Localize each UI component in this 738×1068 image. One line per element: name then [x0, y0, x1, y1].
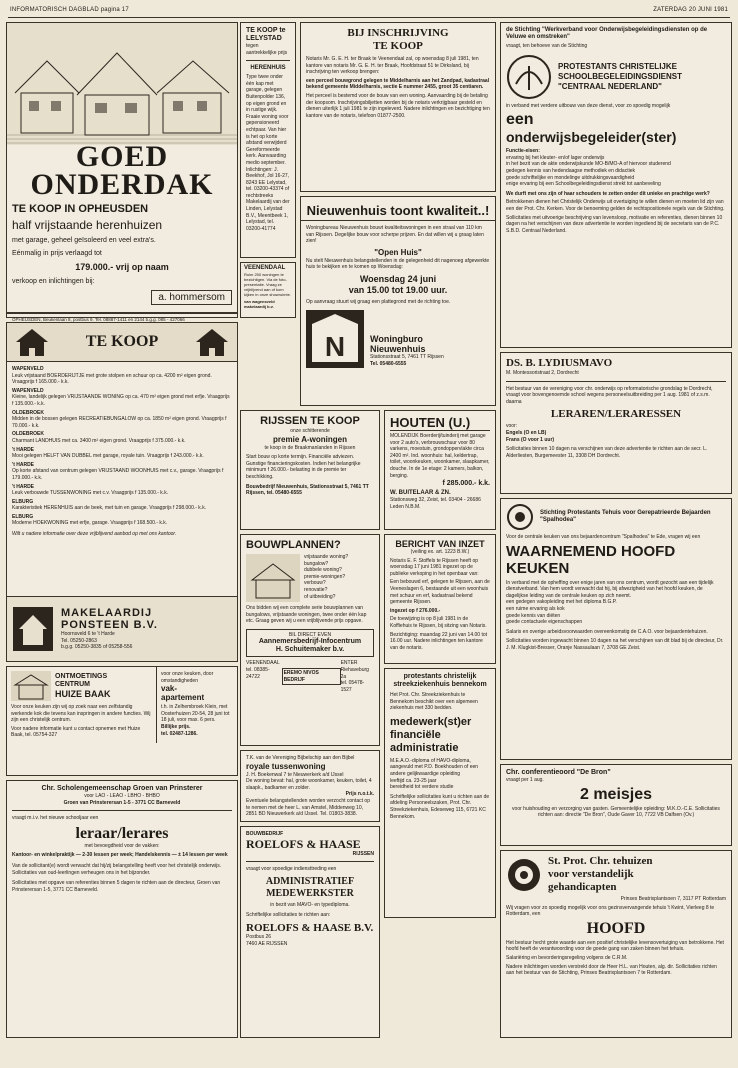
royale-ad	[240, 750, 380, 822]
school-job: leraar/lerares	[75, 824, 169, 842]
bij-title-1: BIJ INSCHRIJVING	[347, 27, 449, 39]
listing-text: Kleine, landelijk gelegen VRIJSTAANDE WONING op ca. 470 m² eigen grond met erfje. Vraagprijs f 135.000.- k.k.	[12, 394, 230, 407]
rijssen-line2: premie A-woningen	[273, 434, 347, 444]
page-header	[0, 0, 738, 20]
stichting-question: We durft met ons zijn of haar schouders te zetten onder dit unieke en prachtige werk?	[506, 190, 710, 197]
spalhodea-salary: Salaris en overige arbeidsvoorwaarden overeenkomstig de C.A.O. voor bejaardentehuizen.	[506, 628, 708, 635]
veenendaal-agent: van wagensveld makelaardij b.v.	[244, 299, 275, 309]
bennekom-req-0: M.E.A.O.-diploma of HAVO-diploma, aangevuld met P.D. Boekhouden of een andere gelijkwaardige opleiding	[390, 757, 479, 777]
listing	[12, 431, 232, 444]
stprot-title-2: voor verstandelijk	[548, 868, 634, 880]
listing	[12, 447, 232, 460]
stprot-addr: Prinses Beatrixplantsoen 7, 3117 PT Rotterdam	[620, 896, 726, 902]
bouwplannen-tel2: tel. 05478-1527	[340, 680, 365, 693]
lelystad-heading: HERENHUIS	[250, 65, 286, 72]
stichting-org-3: "CENTRAAL NEDERLAND"	[558, 81, 662, 91]
rijssen-ad	[240, 410, 380, 530]
ponsteen-tel2: b.g.g. 05250-3835 of 05258-556	[61, 644, 133, 651]
roelofs-apply: Schriftelijke sollicitaties te richten aan:	[246, 912, 331, 919]
conference-title: Chr. conferentieoord "De Bron"	[506, 769, 611, 776]
listing-text: Moderne HOEKWONING met erfje, garage. Vraagprijs f 168.500.- k.k.	[12, 520, 168, 527]
te-koop-ad	[6, 322, 238, 662]
stichting-body: Betrokkenen dienen het Christelijk Onderwijs uit overtuiging te willen dienen en moeten lid zijn van een der Prot. Chr. Kerken. Voor de benoeming gelden de rechtspositionele regels van de Stichting.	[506, 199, 725, 212]
inzet-lot: Een bebouwd erf, gelegen te Rijssen, aan de Veeneslagen 6, bestaande uit een woonhuis met schuur en erf, kadastraal bekend gemeente Rijssen.	[390, 579, 490, 606]
inzet-title: BERICHT VAN INZET	[395, 539, 485, 549]
bouwplannen-q6: renovatie?	[304, 586, 328, 593]
roelofs-name: ROELOFS & HAASE	[246, 836, 361, 851]
royale-body: De woning bevat: hal, grote woonkamer, keuken, toilet, 4 slaapk., badkamer en zolder.	[246, 778, 372, 791]
spalhodea-job-2: KEUKEN	[506, 559, 570, 577]
roelofs-sub: in bezit van MAVO- en typediploma.	[270, 901, 350, 908]
bij-inschrijving-ad	[300, 22, 496, 192]
bouwplannen-city: VEENENDAAL	[246, 660, 280, 667]
bouwplannen-q4: premie-woningen?	[304, 573, 346, 580]
listing-place: ELBURG	[12, 498, 34, 505]
nieuwenhuis-company-1: Woningburo	[370, 334, 423, 345]
bennekom-req-2: bereidheid tot verdere studie	[390, 784, 454, 791]
goed-title-1: GOED	[75, 140, 169, 173]
roelofs-city: RIJSSEN	[352, 850, 374, 857]
lydius-ad	[500, 352, 732, 494]
spalhodea-ad	[500, 498, 732, 760]
huize-title-2: CENTRUM	[55, 681, 90, 688]
school-sub3: met bevoegdheid voor de vakken:	[84, 842, 160, 849]
listing-text: Op korte afstand van centrum gelegen VRIJSTAAND WOONHUIS met c.v., garage. Vraagprijs f 179.000.- k.k.	[12, 468, 224, 481]
te-koop-title: TE KOOP	[85, 333, 159, 350]
bennekom-req-1: leeftijd ca. 23-25 jaar	[390, 777, 437, 784]
stprot-salary: Salariëring en bevorderingsregeling volgens de C.R.M.	[506, 954, 628, 961]
ponsteen-logo	[13, 607, 53, 651]
ponsteen-name-2: PONSTEEN B.V.	[61, 619, 158, 632]
school-title: Chr. Scholengemeenschap Groen van Prinsterer	[41, 785, 203, 792]
spalhodea-req-2: goede kennis van diëten	[506, 612, 561, 619]
huize-apply: Voor nadere informatie kunt u contact opnemen met Huize Baak, tel. 05754-327	[11, 725, 141, 739]
rijssen-title: RIJSSEN TE KOOP	[260, 415, 360, 427]
school-intro: vraagt m.i.v. het nieuwe schooljaar een	[12, 815, 99, 822]
bennekom-job-2: financiële	[390, 728, 441, 741]
bouwplannen-title: BOUWPLANNEN?	[246, 539, 341, 551]
bij-details: Het perceel is bestemd voor de bouw van een woning. Aanvaarding bij de betaling der koopsom. Inschrijvingsbiljetten worden bij de notaris verkrijgbaar gesteld en dienen uiterlijk 1 juli 1981 te zijn ingeleverd. Nadere inlichtingen en bezichtiging ten kantore van de notaris, telefoon 01877-2500.	[306, 92, 490, 119]
nieuwenhuis-logo	[306, 310, 364, 368]
school-ad	[6, 780, 238, 1038]
bouwplannen-tel: tel. 08385-24722	[246, 666, 270, 680]
lydius-sub1: Engels (O en LB)	[506, 429, 547, 436]
lelystad-title: TE KOOP te LELYSTAD	[246, 27, 286, 42]
stichting-logo	[506, 54, 552, 100]
ponsteen-tel: Tel. 05250-2863	[61, 637, 97, 644]
lydius-info: Sollicitaties binnen 10 dagen na verschijnen van deze advertentie te richten aan de secr. L. Alderliesten, Burgemeester 11, 3308 DH Dordrecht.	[506, 446, 708, 459]
huize-body: Voor onze keuken zijn wij op zoek naar een zelfstandig werkende kok die tevens kan inspringen in andere functies. Wij zijn een christelijk centrum.	[11, 704, 151, 724]
bij-notary: Notaris Mr. G. E. H. ter Braak te Veenendaal zal, op woensdag 8 juli 1981, ten kantore van notaris Mr. G. E. H. ter Braak, Hoofdstraat 51 te Dirksland, bij inschrijving ten verkoop brengen:	[306, 56, 479, 76]
inzet-body: Notaris E. F. Stoffels te Rijssen heeft op woensdag 17 juni 1981 ingezet op de publieke verkoping in het openbaar van:	[390, 557, 479, 577]
bouwplannen-q2: bungalow?	[304, 560, 329, 567]
stichting-een: een	[506, 111, 534, 129]
bouwplannen-city2: Riehaveburg 2a	[340, 666, 369, 680]
huize-box1-1: voor onze keuken, door omstandigheden	[161, 671, 214, 684]
listing-place: ELBURG	[12, 513, 34, 520]
listing-place: OLDEBROEK	[12, 409, 44, 416]
stichting-req-4: enige ervaring bij een Schoolbegeleidingsdienst strekt tot aanbeveling	[506, 181, 661, 188]
houten-price: f 285.000.- k.k.	[442, 480, 490, 488]
nieuwenhuis-intro: Woningbureau Nieuwenhuis bouwt kwaliteitswoningen in een straal van 110 km van Rijssen. Degelijke bouw voor scherpe prijzen. En dat willen wij u graag laten zien!	[306, 225, 484, 245]
huize-box2-tel: tel. 02487-1286.	[161, 730, 198, 737]
spalhodea-body: Voor de centrale keuken van ons bejaardencentrum "Spalhodea" te Ede, vragen wij een	[506, 534, 701, 540]
bouwplannen-ad	[240, 534, 380, 746]
bouwplannen-q3: dubbele woning?	[304, 567, 342, 574]
nieuwenhuis-open: "Open Huis"	[374, 247, 422, 257]
listing-place: WAPENVELD	[12, 387, 44, 394]
lelystad-body: Type twee onder één kap met garage, gelegen Buitenpolder 136, op eigen grond en in rustige wijk. Fraaie woning voor gepensioneerd echtpaar. Van hier is het op korte afstand verwijderd Gereformeerde kerk. Aanvaarding medio september. Inlichtingen: J. Beekhof, Jol 16-27, 8243 EE Lelystad, tel. 03200-43374 of rechtstreeks Makelaardij van der Linden, Lelystad B.V., Meentbeek 1, Lelystad, tel. 03200-41774	[246, 74, 290, 232]
ponsteen-address: Hoornsveld 6 te 't Harde	[61, 631, 115, 638]
listing-text: Mooi gelegen HELFT VAN DUBBEL met garage, royale tuin. Vraagprijs f 243.000.- k.k.	[12, 453, 204, 460]
lydius-sub: M. Montessoristraat 2, Dordrecht	[506, 370, 579, 376]
roelofs-job: ADMINISTRATIEF MEDEWERKSTER	[265, 875, 355, 899]
bouwplannen-illustration	[246, 554, 300, 602]
veenendaal-ad	[240, 262, 296, 318]
stichting-org-1: PROTESTANTS CHRISTELIJKE	[558, 61, 677, 71]
nieuwenhuis-ad	[300, 196, 496, 406]
header-right: ZATERDAG 20 JUNI 1981	[653, 7, 728, 13]
houten-ad	[384, 410, 496, 530]
school-apply: Sollicitaties met opgave van referenties binnen 5 dagen te richten aan de directeur, Groen van Prinsterersan 1-5, 3771 CC Barneveld.	[12, 880, 221, 893]
nieuwenhuis-time: van 15.00 tot 19.00 uur.	[348, 284, 448, 295]
nieuwenhuis-phone: Tel. 05480-6555	[370, 360, 407, 367]
bouwplannen-company: BIL DIRECT EVEN	[288, 631, 332, 638]
nieuwenhuis-address: Stationsstraat 5, 7461 TT Rijssen	[370, 354, 444, 361]
houten-body: MOLENDIJK Boerderij/tuinderij met garage voor 2 auto's, verbrouwschuur voor 80 varkens, moestuin, grondoppervlakte circa 2400 m². Ind. woonhuis: hal, keldertrap, toilet, woonkeuken, woonkamer, slaapkamer, douche. In de 1e etage: 2 kamers, balkon, berging.	[390, 433, 490, 479]
roelofs-pobox: Postbus 26	[246, 933, 272, 940]
huize-box1-3: apartement	[161, 693, 205, 703]
ponsteen-name-1: MAKELAARDIJ	[61, 607, 153, 620]
bennekom-job-1: medewerk(st)er	[390, 715, 472, 728]
listing-text: Midden in de bossen gelegen RECREATIEBUNGALOW op ca. 1850 m² eigen grond. Vraagprijs f 70.000.- k.k.	[12, 416, 227, 429]
huize-title-1: ONTMOETINGS	[55, 673, 108, 680]
spalhodea-title: Stichting Protestants Tehuis voor Gerepatrieerde Bejaarden "Spalhodea"	[540, 510, 711, 523]
huize-baak-ad	[6, 666, 238, 776]
spalhodea-req-0: een gedegen vakopleiding met het diploma B.G.P.	[506, 599, 617, 606]
stprot-job: HOOFD	[586, 919, 646, 937]
nieuwenhuis-date: Woensdag 24 juni	[359, 273, 437, 284]
stichting-intro: in verband met verdere uitbouw van deze dienst, voor zo spoedig mogelijk	[506, 102, 671, 109]
stichting-req-2: gedegen kennis van hedendaagse methodiek en didactiek	[506, 167, 635, 174]
stichting-apply: Sollicitaties met uitvoerige beschrijving van levensloop, motivatie en referenties, dienen binnen 10 dagen na het verschijnen van deze advertentie te worden ingediend bij de secretaris van de P.C. S.B.D. Centraal Nederland.	[506, 214, 723, 234]
goed-footer: OPHEUSDEN, Beukenlaan 8, postbus 9. Tel. 08887-1411 en 2144 b.g.g. 085 - 427066	[12, 317, 185, 322]
school-items: Kantoor- en winkelpraktijk — 2-30 lessen per week; Handelskennis — ± 14 lessen per week	[12, 852, 228, 859]
stprot-body: Het bestuur hecht grote waarde aan een positief christelijke levensovertuiging van betrokkene. Het hoofd heeft de verantwoording voor de goede gang van zaken binnen het tehuis.	[506, 939, 724, 953]
listing-text: Charmant LANDHUIS met ca. 3400 m² eigen grond. Vraagprijs f 375.000.- k.k.	[12, 437, 186, 444]
roelofs-ad	[240, 826, 380, 1038]
stprot-logo	[506, 857, 542, 893]
spalhodea-desc: In verband met de opheffing over enige jaren van ons centrum, wordt gezocht aan een tijdelijk dienstverband. Van hem wordt verwacht dat hij, bij afwezigheid van het hoofd keuken, de dagelijkse leiding van de centrale keuken op zich neemt.	[506, 579, 714, 599]
stichting-functie: Functie-eisen:	[506, 148, 540, 155]
listing-place: 't HARDE	[12, 461, 35, 468]
houten-address: Stationsweg 32, Zeist, tel. 03404 - 26686	[390, 497, 481, 504]
huize-baak-illustration	[11, 671, 51, 701]
ponsteen-block	[7, 596, 237, 661]
rijssen-body: Start bouw op korte termijn. Financiële adviezen. Gunstige financieringskosten. Indien het belangrijke minimum f 26.000.- belasting in de premie ter beschikking.	[246, 454, 361, 480]
roelofs-name2: ROELOFS & HAASE B.V.	[246, 921, 374, 934]
listing-place: 't HARDE	[12, 446, 35, 453]
spalhodea-req-3: goede contactuele eigenschappen	[506, 619, 583, 626]
roelofs-head: BOUWBEDRIJF	[246, 831, 284, 837]
veenendaal-title: VEENENDAAL	[244, 265, 286, 271]
nieuwenhuis-note: Op aanvraag stuurt wij graag een plattegrond met de richting toe.	[306, 298, 451, 305]
houses-illustration	[7, 23, 237, 145]
lelystad-ad	[240, 22, 296, 258]
house-icon-right	[192, 326, 232, 358]
te-koop-list	[7, 362, 237, 542]
huize-box2-price: Billijke prijs.	[161, 723, 191, 730]
royale-addr: J. H. Boekenwal 7 te Nieuwerkerk a/d IJssel	[246, 771, 344, 778]
bennekom-title-1: protestants christelijk	[403, 673, 477, 680]
goed-line2: half vrijstaande herenhuizen	[12, 218, 163, 232]
rijssen-agent: Bouwbedrijf Nieuwenhuis, Stationsstraat 5, 7461 TT Rijssen, tel. 05480-6555	[246, 483, 369, 497]
nieuwenhuis-open-body: Nu stelt Nieuwenhuis belangstellenden in de gelegenheid dit nagenoeg afgewerkte huis te bekijken en te komen op Woensdag:	[306, 257, 490, 271]
nieuwenhuis-title: Nieuwenhuis toont kwaliteit..!	[301, 197, 495, 221]
conference-job: 2 meisjes	[579, 785, 653, 803]
goed-title-2: ONDERDAK	[30, 168, 214, 201]
lydius-job: LERAREN/LERARESSEN	[550, 408, 682, 421]
roelofs-intro: vraagt voor spoedige indiensttreding een	[246, 866, 337, 873]
conference-sub: vraagt per 1 aug.	[506, 777, 544, 783]
stichting-ad	[500, 22, 732, 348]
houten-agent: W. BUITELAAR & ZN.	[390, 490, 451, 497]
listing	[12, 388, 232, 408]
goed-price: 179.000.- vrij op naam	[75, 262, 169, 272]
bouwplannen-body: Ons bidden wij een complete serie bouwplannen van bungalows, vrijstaande woningen, twee onder één kap etc. Graag geven wij u een vrijblijvende prijs opgave.	[246, 605, 367, 625]
listing	[12, 514, 232, 527]
bennekom-title-2: streekziekenhuis bennekom	[393, 681, 487, 688]
lydius-subject: voor:	[506, 423, 518, 430]
listing	[12, 410, 232, 430]
goed-agent: a. hommersom	[151, 290, 232, 305]
listing-text: Karakteristiek HERENHUIS aan de beek, met tuin en garage. Vraagprijs f 298.000.- k.k.	[12, 505, 207, 512]
royale-price: Prijs n.o.t.k.	[345, 791, 374, 798]
stichting-sub: vraagt, ten behoeve van de Stichting	[506, 43, 588, 49]
royale-name: royale tussenwoning	[246, 761, 326, 771]
bouwplannen-code: ENTER	[340, 660, 358, 667]
inzet-sub: (veiling ex. art. 1223 B.W.)	[410, 549, 470, 555]
spalhodea-req-1: een ruime ervaring als kok	[506, 605, 565, 612]
lelystad-sub: tegen aantrekkelijke prijs	[246, 43, 288, 56]
bij-lot: een perceel bouwgrond gelegen te Middelharnis aan het Zandpad, kadastraal bekend gemeente Middelharnis, sectie E nummer 2455, groot 35 centiaren.	[306, 77, 490, 91]
huize-box2: t.h. in Zelhembroek Klein, met Oosterhuizen 20-54, 28 juni tot 18 juli, voor max. 6 pers.	[161, 704, 230, 724]
lydius-body: Het bestuur van de vereniging voor chr. onderwijs op reformatorische grondslag te Dordrecht, vraagt voor bovengenoemde school wegens personeelsuitbreiding per 1 aug. 1981 of z.s.m. daarna	[506, 385, 713, 405]
goed-onderdak-ad	[6, 22, 238, 322]
stichting-req-1: in het bezit van de akte onderwijskunde MO-B/MO-A of hiervoor studerend	[506, 161, 671, 168]
house-icon	[12, 326, 52, 358]
rijssen-line1: onze schitterende	[290, 428, 330, 434]
spalhodea-apply: Sollicitaties worden ingewacht binnen 10 dagen na het verschijnen van dit blad bij de directeur, Dr. J. M. Klugkist-Bresser, Oranje Nassaulaan 7, 3708 GE Zeist.	[506, 638, 724, 651]
huize-title-3: HUIZE BAAK	[55, 689, 111, 699]
listing-text: Leuk vrijstaand BOERDERIJTJE met grote stolpen en schuur op ca. 4200 m² eigen grond. Vraagprijs f 165.000.- k.k.	[12, 372, 212, 386]
stprot-intro: Wij vragen voor zo spoedig mogelijk voor ons gezinsvervangende tehuis 't Kwint, Vierleeg 8 te Rotterdam, een	[506, 904, 715, 918]
stichting-req-3: goede schriftelijke en mondelinge uitdrukkingsvaardigheid	[506, 174, 635, 181]
goed-line1: TE KOOP IN OPHEUSDEN	[12, 203, 149, 215]
spalhodea-job-1: WAARNEMEND HOOFD	[506, 542, 676, 560]
inzet-details: De toewijzing is op 8 juli 1981 in de Koffiehuis te Rijssen, bij sitzing van Notaris.	[390, 616, 487, 629]
listing	[12, 484, 232, 497]
listing	[12, 499, 232, 512]
conference-body: voor huishouding en verzorging van gasten. Gemeentelijke opleiding: M.K.O.-C.E. Sollicitaties richten aan: directie "De Bron", Oude Gaver 10, 7722 VB Dalfsen (Ov.)	[512, 805, 720, 819]
spalhodea-logo	[506, 503, 534, 531]
bij-title-2: TE KOOP	[373, 40, 423, 52]
listing-text: Leuk verbouwde TUSSENWONING met c.v. Vraagprijs f 135.000.- k.k.	[12, 490, 169, 497]
stichting-job: onderwijsbegeleider(ster)	[506, 129, 677, 146]
bouwplannen-box: EREMO NIVOS BEDRIJF	[282, 668, 341, 685]
school-sub2: Groen van Prinsterersan 1-5 - 3771 CC Barneveld	[63, 799, 181, 806]
goed-info: verkoop en inlichtingen bij:	[12, 278, 95, 285]
school-sub: voor LAO - LEAO - LBHO - BHBO	[84, 793, 160, 799]
school-info: Van de sollicitant(e) wordt verwacht dat hij/zij belangstelling heeft voor het christelijk onderwijs. Sollicitaties van oud-leerlingen verheugen ons in het bijzonder.	[12, 862, 222, 876]
veenendaal-body: Ruim 250 woningen te bezichtigen. Via de foto-presentatie. Vraag ze vrijblijvend aan of kom kijken in onze showruimte.	[244, 272, 291, 297]
listing	[12, 462, 232, 482]
te-koop-footer: Wilt u nadere informatie over deze vrijblijvend aanbod op met ons kantoor.	[12, 531, 177, 538]
bennekom-ad	[384, 668, 496, 918]
stichting-title: de Stichting "Werkverband voor Onderwijsbegeleidingsdiensten op de Veluwe en omstreken"	[506, 27, 708, 40]
inzet-bez: Bezichtiging: maandag 22 juni van 14.00 tot 16.00 uur. Nadere inlichtingen ten kantore van de notaris.	[390, 631, 488, 651]
inzet-ad	[384, 534, 496, 664]
goed-line4: Eénmalig in prijs verlaagd tot	[12, 250, 102, 257]
bennekom-info: Schriftelijke sollicitaties kunt u richten aan de afdeling Personeelszaken, Prot. Chr. Streekziekenhuis, Edeseweg 115, 6721 KC Bennekom.	[390, 793, 490, 820]
stichting-org-2: SCHOOLBEGELEIDINGSDIENST	[558, 71, 683, 81]
lydius-sub2: Frans (O voor 1 uur)	[506, 436, 555, 443]
bouwplannen-q1: vrijstaande woning?	[304, 554, 349, 560]
listing-place: OLDEBROEK	[12, 431, 44, 438]
nieuwenhuis-company-2: Nieuwenhuis	[370, 344, 426, 355]
svg-text:N: N	[324, 330, 346, 362]
listing-place: WAPENVELD	[12, 366, 44, 372]
header-left: INFORMATORISCH DAGBLAD pagina 17	[10, 7, 129, 13]
bouwplannen-company2: Aannemersbedrijf-Infocentrum	[258, 638, 362, 646]
rijssen-line3: te koop in de Braakmanlanden in Rijssen	[264, 444, 356, 451]
goed-line3: met garage, geheel geïsoleerd en veel extra's.	[12, 237, 156, 244]
bouwplannen-company3: H. Schuitemaker b.v.	[275, 646, 345, 654]
royale-info: Eventuele belangstellenden worden verzocht contact op te nemen met de heer L. van Amstel, Middenweg 10, 2851 BD Nieuwerkerk a/d IJssel. Tel. 01803-3838.	[246, 797, 370, 818]
listing	[12, 366, 232, 386]
lydius-title: DS. B. LYDIUSMAVO	[506, 357, 613, 369]
conference-ad	[500, 764, 732, 846]
bouwplannen-q5: verbouw?	[304, 580, 326, 587]
stprot-apply: Nadere inlichtingen worden verstrekt door de Heer H.L. van Houten, alg. dir. Sollicitaties richten aan het bestuur van de Stichting, Prinses Beatrixplantsoen 7 te Rotterdam.	[506, 963, 717, 977]
bennekom-job-3: administratie	[390, 741, 459, 754]
bouwplannen-q7: of uitbreiding?	[304, 593, 336, 600]
huize-box1-2: vak-	[161, 684, 178, 694]
bennekom-body: Het Prot. Chr. Streekziekenhuis te Bennekom beschikt over een algemeen ziekenhuis met 330 bedden.	[390, 692, 478, 712]
stichting-req-0: ervaring bij het kleuter- en/of lager onderwijs	[506, 154, 605, 161]
houten-title: HOUTEN (U.)	[390, 415, 490, 431]
stprot-title-3: gehandicapten	[548, 881, 617, 893]
houten-brand: Leden N.B.M.	[390, 503, 421, 510]
inzet-price: ingezet op f 276.000.-	[390, 607, 441, 614]
roelofs-city2: 7460 AE RIJSSEN	[246, 940, 288, 947]
stprot-ad	[500, 850, 732, 1038]
listing-place: 't HARDE	[12, 483, 35, 490]
royale-title: T.K. van de Vereniging Bijbelschip aan den Bijbel	[246, 755, 355, 761]
stprot-title-1: St. Prot. Chr. tehuizen	[548, 855, 653, 867]
